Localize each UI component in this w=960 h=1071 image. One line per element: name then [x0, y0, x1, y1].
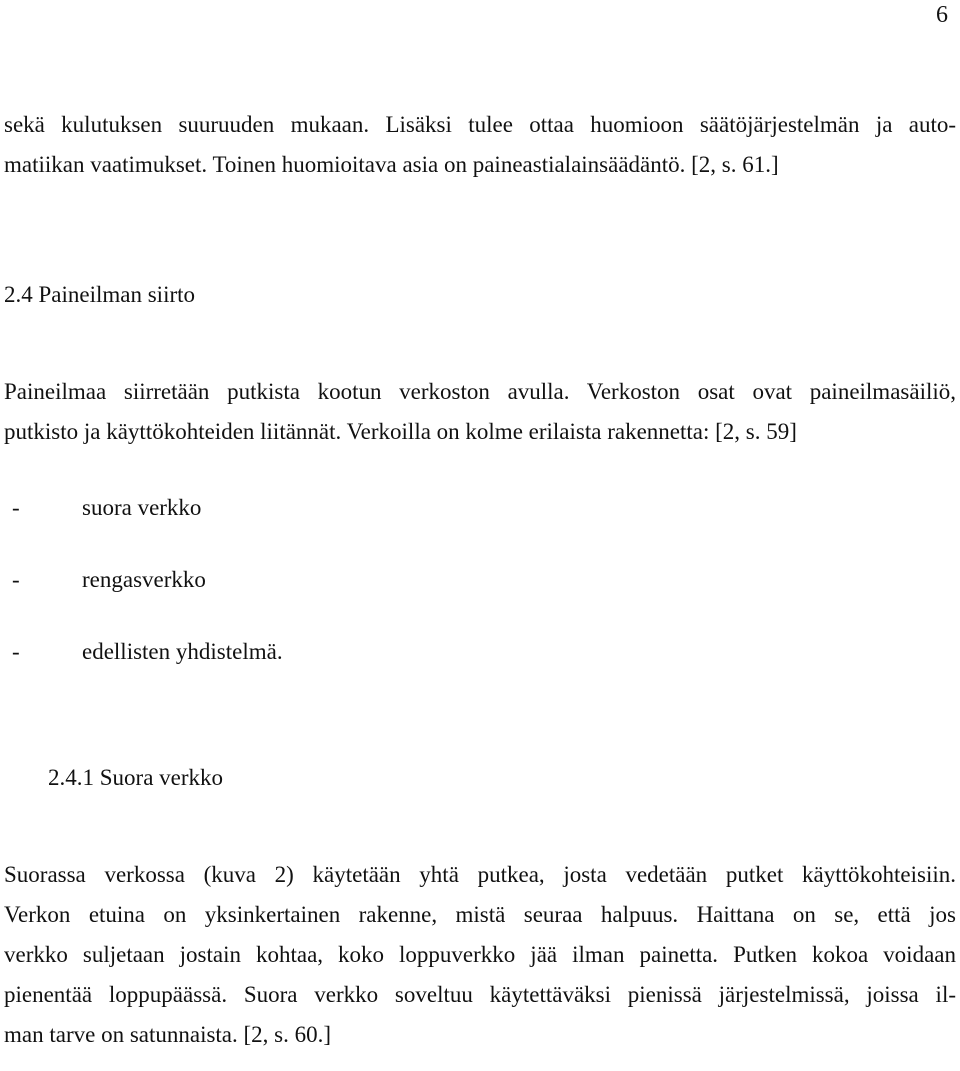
paragraph-intro — [4, 105, 956, 185]
list-dash: - — [12, 639, 20, 664]
paragraph-line: verkko suljetaan jostain kohtaa, koko loppuverkko jää ilman painetta. Putken kokoa voidaan — [4, 942, 956, 967]
paragraph-line: Paineilmaa siirretään putkista kootun verkoston avulla. Verkoston osat ovat paineilmasäiliö, — [4, 379, 956, 404]
section-heading: 2.4 Paineilman siirto — [4, 282, 196, 307]
paragraph-line: Suorassa verkossa (kuva 2) käytetään yhtä putkea, josta vedetään putket käyttökohteisiin. — [4, 862, 956, 887]
paragraph-transfer — [4, 372, 956, 452]
paragraph-line: matiikan vaatimukset. Toinen huomioitava asia on paineastialainsäädäntö. [2, s. 61.] — [4, 152, 779, 177]
paragraph-line: Verkon etuina on yksinkertainen rakenne, mistä seuraa halpuus. Haittana on se, että jos — [4, 902, 956, 927]
list-dash: - — [12, 567, 20, 592]
paragraph-line: pienentää loppupäässä. Suora verkko soveltuu käytettäväksi pienissä järjestelmissä, joissa il- — [4, 982, 956, 1007]
list-item-text: edellisten yhdistelmä. — [82, 639, 283, 664]
subsection-heading: 2.4.1 Suora verkko — [48, 765, 224, 790]
list-item-text: suora verkko — [82, 495, 202, 520]
page-number: 6 — [936, 2, 948, 28]
paragraph-direct-network — [4, 855, 956, 1055]
list-dash: - — [12, 495, 20, 520]
paragraph-line: putkisto ja käyttökohteiden liitännät. Verkoilla on kolme erilaista rakennetta: [2, s. 59] — [4, 419, 797, 444]
paragraph-line: man tarve on satunnaista. [2, s. 60.] — [4, 1022, 332, 1047]
list-item-text: rengasverkko — [82, 567, 206, 592]
paragraph-line: sekä kulutuksen suuruuden mukaan. Lisäksi tulee ottaa huomioon säätöjärjestelmän ja auto- — [4, 112, 956, 137]
